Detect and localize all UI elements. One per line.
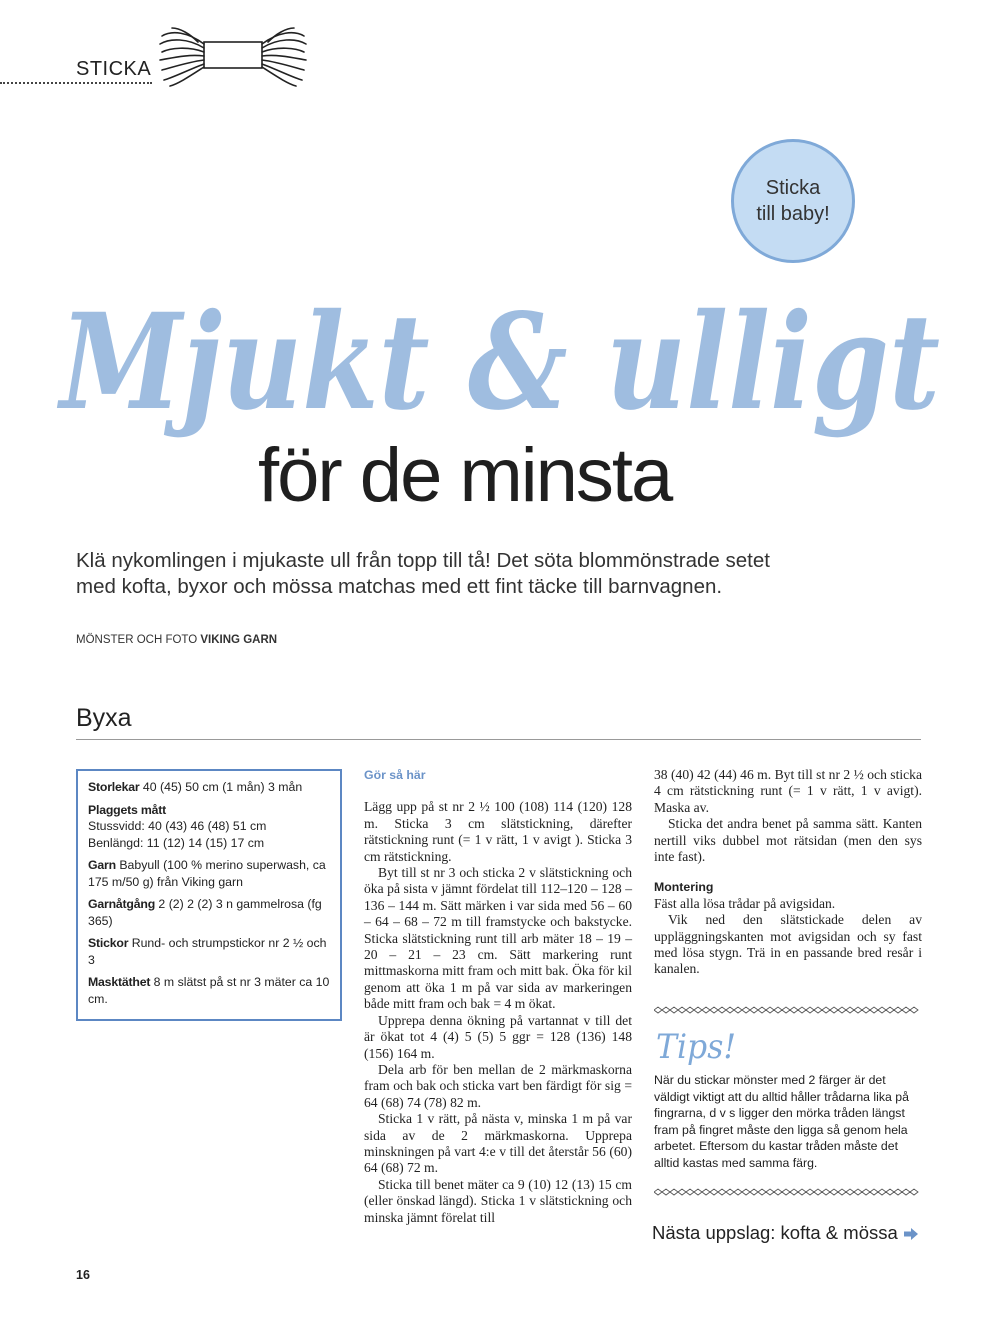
instructions-paragraph: Lägg upp på st nr 2 ½ 100 (108) 114 (120) 128 m. Sticka 3 cm slätstickning, därefter rätstickning runt (= 1 v rätt, 1 v avigt ). Sticka 3 cm rätstickning. [364,799,632,864]
next-spread-link[interactable] [652,1222,918,1244]
facts-garnatgang-label: Garnåtgång [88,897,156,911]
facts-garn-value: Babyull (100 % merino superwash, ca 175 m/50 g) från Viking garn [88,858,326,889]
facts-stickor [88,935,330,968]
facts-box [76,769,342,1021]
sticka-till-baby-badge [731,139,855,263]
instructions-paragraph: Vik ned den slätstickade delen av uppläggningskanten mot avigsidan och sy fast med lösa stygn. Trä in en passande bred resår i kanalen. [654,912,922,977]
facts-masktathet-value: 8 m slätst på st nr 3 mäter ca 10 cm. [88,975,330,1006]
badge-line-2: till baby! [756,203,830,225]
facts-garnatgang-value: 2 (2) 2 (2) 3 n gammelrosa (fg 365) [88,897,322,928]
facts-garn [88,857,330,890]
tips-divider-bottom [654,1188,922,1196]
instructions-paragraph: Sticka 1 v rätt, på nästa v, minska 1 m på var sida av de 2 märkmaskorna. Upprepa minskningen på vart 4:e v till det återstår 56 (60) 64 (68) 72 m. [364,1111,632,1176]
section-rule [76,739,921,740]
tips-text: När du stickar mönster med 2 färger är det väldigt viktigt att du alltid håller trådarna lika på fingrarna, d v s ligger den mörka tråden längst fram på fingret måste den ligga så genom hela arbetet. Eftersom du kastar tråden måste det alltid kastas med samma färg. [654,1073,909,1170]
next-spread-label: Nästa uppslag: kofta & mössa [652,1222,898,1243]
arrow-right-icon [904,1228,918,1240]
instructions-column-2 [654,767,922,978]
instructions-heading: Gör så här [364,768,426,782]
facts-matt-line-1: Stussvidd: 40 (43) 46 (48) 51 cm [88,819,267,833]
tips-heading-text: Tips! [656,1027,736,1067]
tips-heading [654,1024,754,1068]
page-number: 16 [76,1268,90,1282]
section-tag-rule [0,82,152,84]
instructions-paragraph: 38 (40) 42 (44) 46 m. Byt till st nr 2 ½ och sticka 4 cm rätstickning runt (= 1 v rätt, 1 v avigt). Maska av. [654,767,922,815]
instructions-paragraph: Dela arb för ben mellan de 2 märkmaskorna fram och bak och sticka vart ben färdigt för sig = 64 (68) 74 (78) 82 m. [364,1061,632,1110]
credit-line [76,634,277,646]
instructions-paragraph: Sticka det andra benet på samma sätt. Kanten nertill viks dubbel mot rätsidan (men den sys inte fast). [654,816,922,865]
section-tag: STICKA [76,58,152,80]
facts-matt-label: Plaggets mått [88,802,167,817]
facts-masktathet [88,974,330,1007]
lead-paragraph: Klä nykomlingen i mjukaste ull från topp till tå! Det söta blommönstrade setet med kofta, byxor och mössa matchas med ett fint täcke till barnvagnen. [76,549,770,598]
script-title-text: Mjukt & ulligt [56,288,940,440]
facts-matt [88,802,330,852]
credit-label: MÖNSTER OCH FOTO [76,634,198,646]
facts-stickor-label: Stickor [88,936,129,950]
subtitle: för de minsta [258,433,672,518]
credit-name: VIKING GARN [200,634,278,646]
tips-divider-top [654,1006,922,1014]
yarn-skein-icon [158,26,308,88]
facts-storlekar-value: 40 (45) 50 cm (1 mån) 3 mån [139,780,303,794]
instructions-paragraph: Sticka till benet mäter ca 9 (10) 12 (13) 15 cm (eller önskad längd). Sticka 1 v slätstickning och minska jämnt förelat till [364,1176,632,1225]
instructions-paragraph: Fäst alla lösa trådar på avigsidan. [654,895,836,911]
facts-matt-line-2: Benlängd: 11 (12) 14 (15) 17 cm [88,835,265,850]
montering-heading: Montering [654,880,714,895]
facts-storlekar [88,779,330,796]
facts-garnatgang [88,896,330,929]
instructions-paragraph: Upprepa denna ökning på vartannat v till det är ökat tot 4 (4) 5 (5) 5 ggr = 128 (136) 148 (156) 164 m. [364,1012,632,1061]
facts-masktathet-label: Masktäthet [88,975,151,989]
facts-storlekar-label: Storlekar [88,780,140,794]
section-heading: Byxa [76,704,132,732]
facts-stickor-value: Rund- och strumpstickor nr 2 ½ och 3 [88,936,327,967]
facts-garn-label: Garn [88,858,116,872]
instructions-column-1 [364,767,632,1226]
instructions-paragraph: Byt till st nr 3 och sticka 2 v slätstickning och öka på sista v jämnt fördelat till 112–120 – 128 – 136 – 144 m. Sätt märken i var sida med 56 – 60 – 64 – 68 – 72 m till framstycke och bakstycke. Sticka slätstickning runt till arb mäter 18 – 19 – 20 – 21 – 23 cm. Sätt markering runt mittmaskorna mitt fram och mitt bak. Öka för kil genom att öka 1 m på var sida av markeringen både mitt fram och bak = 4 m ökat. [364,865,632,1012]
badge-line-1: Sticka [765,177,821,199]
